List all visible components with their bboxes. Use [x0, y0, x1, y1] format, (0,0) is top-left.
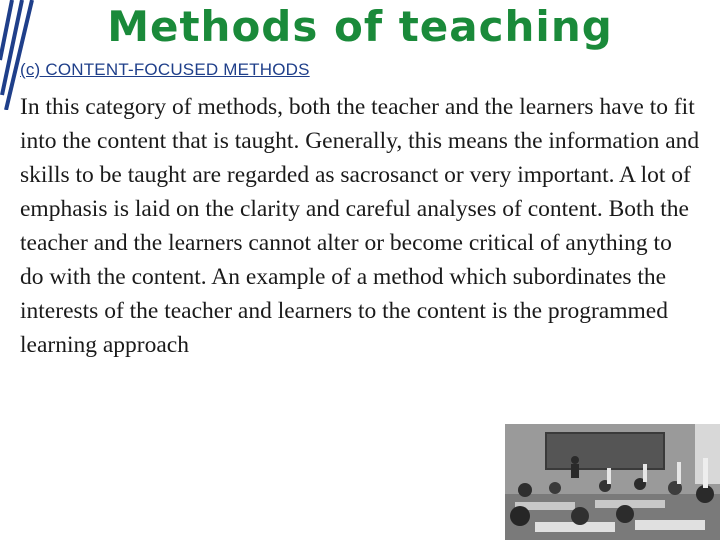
slide-title: Methods of teaching [107, 2, 613, 51]
slide-body-text: In this category of methods, both the teacher and the learners have to fit into the content that is taught. Generally, this means the information and skills to be taught are regarded as sacrosanct or very important. A lot of emphasis is laid on the clarity and careful analyses of content. Both the teacher and the learners cannot alter or become critical of anything to do with the content. An example of a method which subordinates the interests of the teacher and learners to the content is the programmed learning approach [20, 94, 700, 358]
classroom-photo [505, 424, 720, 540]
slide-subtitle: (c) CONTENT-FOCUSED METHODS [20, 60, 310, 79]
